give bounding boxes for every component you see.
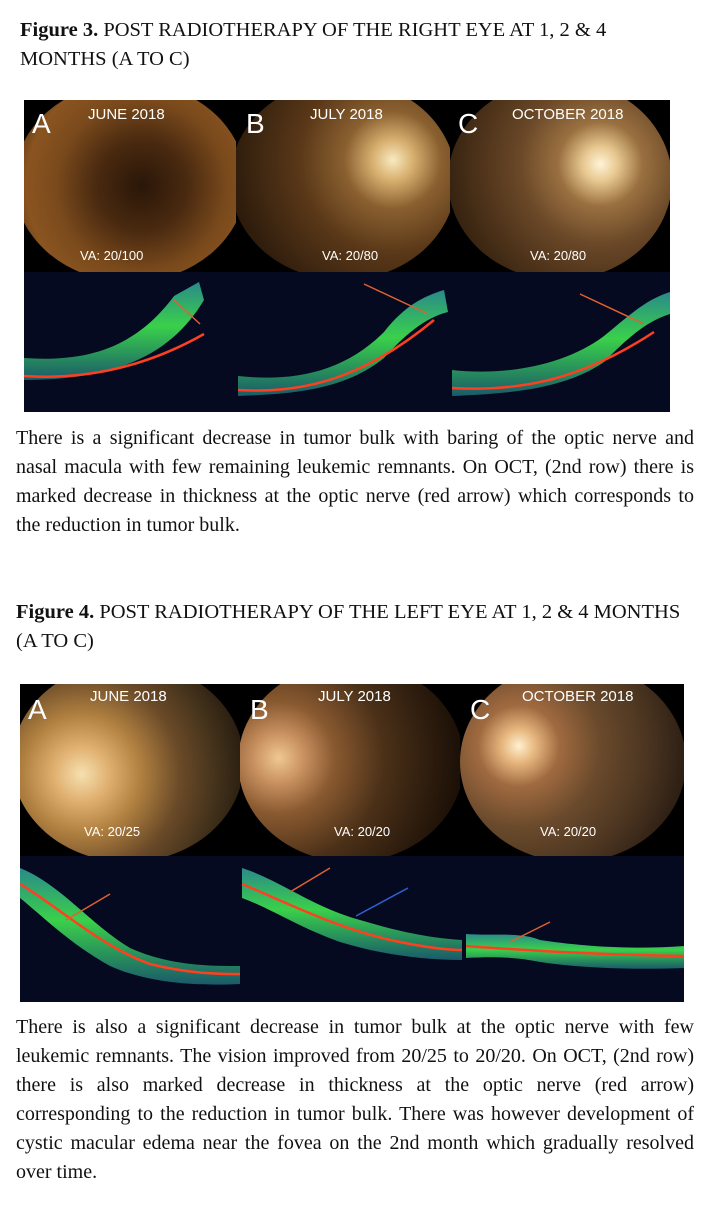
figure3-description: There is a significant decrease in tumor bulk with baring of the optic nerve and nasal macula with few remaining leukemic remnants. On OCT, (2nd row) there is marked decrease in thickness at the optic nerve (red arrow) which corresponds to the reduction in tumor bulk.	[16, 427, 694, 536]
figure4-panel-c-letter: C	[470, 694, 491, 725]
figure3-panel-a-date: JUNE 2018	[88, 106, 165, 123]
figure4-oct-row	[20, 684, 684, 1002]
figure4-description: There is also a significant decrease in tumor bulk at the optic nerve with few leukemic remnants. The vision improved from 20/25 to 20/20. On OCT, (2nd row) there is also marked decrease in thickness at the optic nerve (red arrow) corresponding to the reduction in tumor bulk. There was however development of cystic macular edema near the fovea on the 2nd month which gradually resolved over time.	[16, 1016, 694, 1183]
figure3-title: POST RADIOTHERAPY OF THE RIGHT EYE AT 1, 2 & 4 MONTHS (A TO C)	[20, 19, 607, 70]
figure4-panel-a-letter: A	[28, 694, 47, 725]
figure3-panel-b-date: JULY 2018	[310, 106, 383, 123]
figure4-caption	[16, 598, 688, 656]
figure3-image	[24, 100, 670, 412]
figure3-oct-row	[24, 100, 670, 412]
figure4-panel-c-date: OCTOBER 2018	[522, 688, 634, 705]
figure4-panel-a-date: JUNE 2018	[90, 688, 167, 705]
figure3-panel-a-va: VA: 20/100	[80, 248, 144, 263]
figure4-panel-b-date: JULY 2018	[318, 688, 391, 705]
figure4-panel-c-va: VA: 20/20	[540, 824, 597, 839]
figure3-panel-c-date: OCTOBER 2018	[512, 106, 624, 123]
figure4-title: POST RADIOTHERAPY OF THE LEFT EYE AT 1, 2 & 4 MONTHS (A TO C)	[16, 601, 681, 652]
figure4-image	[20, 684, 684, 1002]
figure3-panel-c-va: VA: 20/80	[530, 248, 587, 263]
figure3-label: Figure 3.	[20, 19, 99, 41]
figure3-panel-c-letter: C	[458, 108, 479, 139]
figure4-panel-a-va: VA: 20/25	[84, 824, 141, 839]
figure3-caption	[20, 16, 692, 74]
figure4-panel-b-va: VA: 20/20	[334, 824, 391, 839]
figure3-panel-b-letter: B	[246, 108, 265, 139]
figure3-panel-a-letter: A	[32, 108, 51, 139]
figure4-panel-b-letter: B	[250, 694, 269, 725]
figure3-panel-b-va: VA: 20/80	[322, 248, 379, 263]
figure4-label: Figure 4.	[16, 601, 95, 623]
